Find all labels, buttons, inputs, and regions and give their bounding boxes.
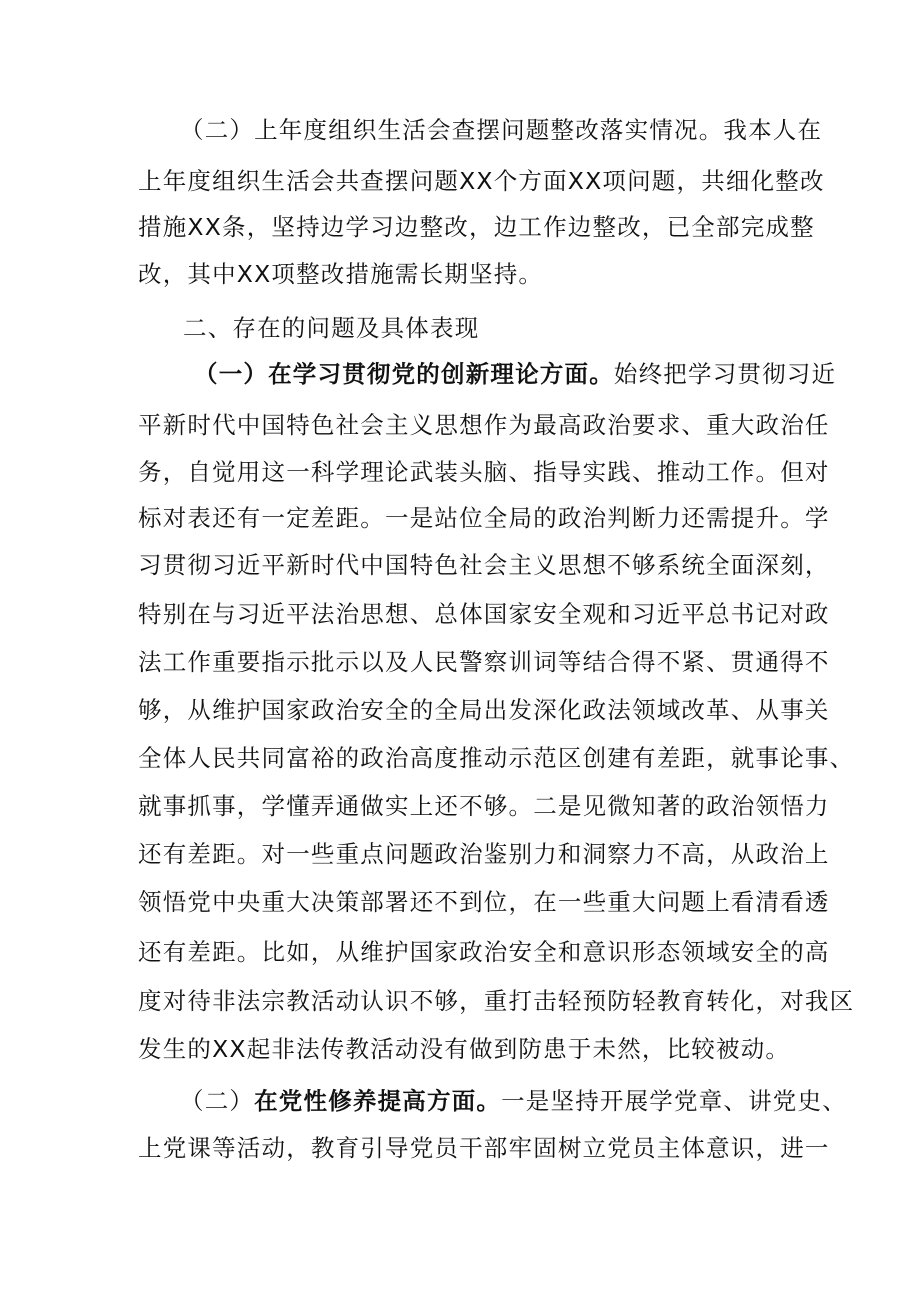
paragraph-2-line-10: 就事抓事，学懂弄通做实上还不够。二是见微知著的政治领悟力: [138, 792, 830, 820]
paragraph-2-line-9: 全体人民共同富裕的政治高度推动示范区创建有差距，就事论事、: [138, 744, 855, 772]
paragraph-2-line-1: [194, 359, 836, 389]
paragraph-3-line-2: 上党课等活动，教育引导党员干部牢固树立党员主体意识，进一: [138, 1134, 830, 1162]
paragraph-2-line-1-rest: 始终把学习贯彻习近: [613, 360, 837, 388]
paragraph-3-line-1: [180, 1086, 847, 1116]
paragraph-2-line-15: 发生的XX起非法传教活动没有做到防患于未然，比较被动。: [138, 1035, 791, 1063]
paragraph-1-line-1: （二）上年度组织生活会查摆问题整改落实情况。我本人在: [180, 116, 823, 144]
paragraph-3-prefix: （二）: [180, 1087, 255, 1115]
section-heading: 二、存在的问题及具体表现: [183, 314, 480, 342]
paragraph-2-line-3: 务，自觉用这一科学理论武装头脑、指导实践、推动工作。但对: [138, 458, 830, 486]
paragraph-2-line-2: 平新时代中国特色社会主义思想作为最高政治要求、重大政治任: [138, 411, 830, 439]
paragraph-3-bold-lead: 在党性修养提高方面。: [254, 1087, 502, 1115]
paragraph-3-line-1-rest: 一是坚持开展学党章、讲党史、: [501, 1087, 847, 1115]
paragraph-2-bold-lead: （一）在学习贯彻党的创新理论方面。: [194, 360, 614, 388]
paragraph-2-line-5: 习贯彻习近平新时代中国特色社会主义思想不够系统全面深刻，: [138, 551, 830, 579]
paragraph-1-line-4: 改，其中XX项整改措施需长期坚持。: [138, 260, 544, 288]
paragraph-2-line-13: 还有差距。比如，从维护国家政治安全和意识形态领域安全的高: [138, 938, 830, 966]
paragraph-1-line-3: 措施XX条，坚持边学习边整改，边工作边整改，已全部完成整: [138, 213, 815, 241]
paragraph-2-line-14: 度对待非法宗教活动认识不够，重打击轻预防轻教育转化，对我区: [138, 987, 855, 1015]
paragraph-2-line-12: 领悟党中央重大决策部署还不到位，在一些重大问题上看清看透: [138, 888, 830, 916]
paragraph-1-line-2: 上年度组织生活会共查摆问题XX个方面XX项问题，共细化整改: [138, 167, 825, 195]
paragraph-2-line-4: 标对表还有一定差距。一是站位全局的政治判断力还需提升。学: [138, 504, 830, 532]
paragraph-2-line-8: 够，从维护国家政治安全的全局出发深化政法领域改革、从事关: [138, 696, 830, 724]
paragraph-2-line-6: 特别在与习近平法治思想、总体国家安全观和习近平总书记对政: [138, 600, 830, 628]
paragraph-2-line-11: 还有差距。对一些重点问题政治鉴别力和洞察力不高，从政治上: [138, 840, 830, 868]
paragraph-2-line-7: 法工作重要指示批示以及人民警察训词等结合得不紧、贯通得不: [138, 648, 830, 676]
